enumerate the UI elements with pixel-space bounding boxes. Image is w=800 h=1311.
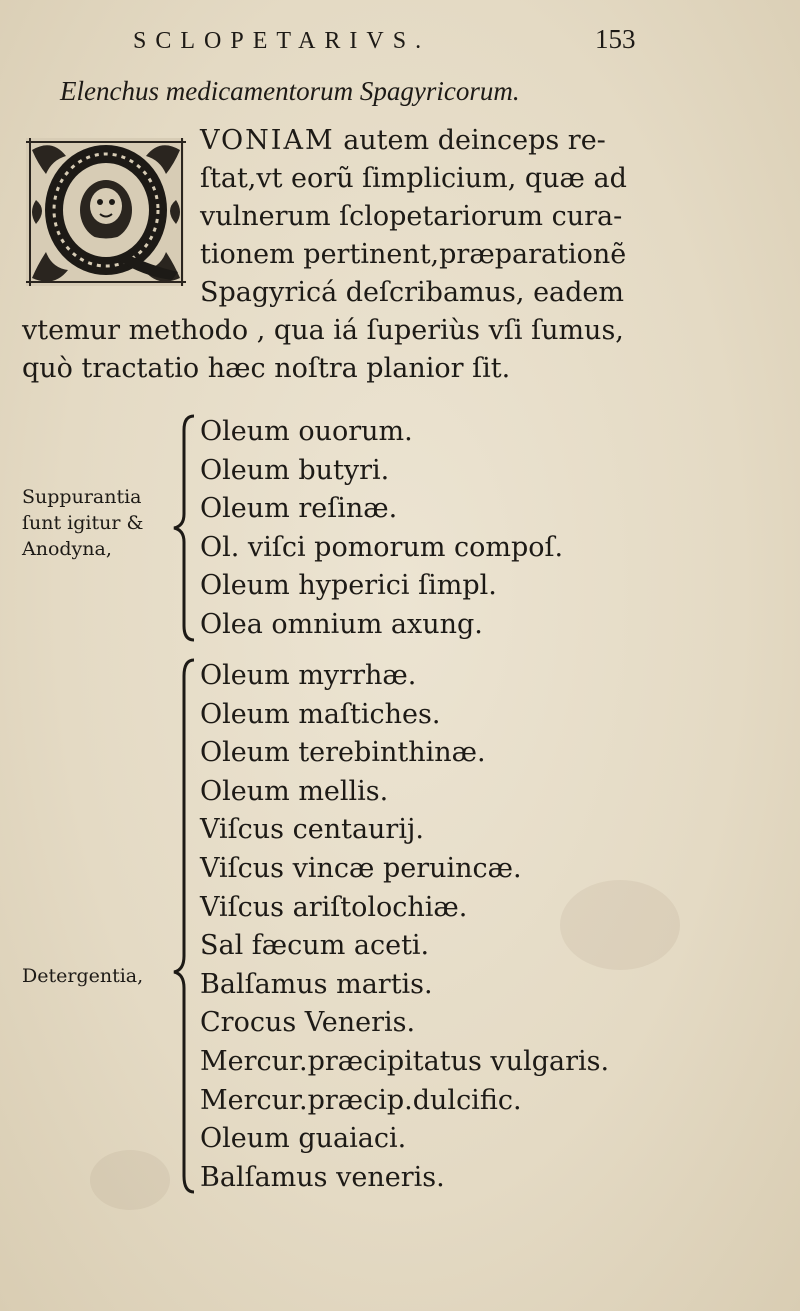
list-item: Oleum maſtiches. bbox=[200, 698, 441, 730]
group-label-line: Detergentia, bbox=[22, 965, 144, 987]
list-item: Balſamus veneris. bbox=[200, 1161, 445, 1193]
list-item: Sal fæcum aceti. bbox=[200, 930, 430, 962]
intro-line bbox=[200, 122, 606, 160]
running-head: SCLOPETARIVS. bbox=[133, 28, 431, 54]
list-item: Oleum ouorum. bbox=[200, 416, 413, 447]
intro-line: vtemur methodo , qua iá ſuperiùs vſi ſumus, bbox=[22, 315, 624, 346]
intro-line: quò tractatio hæc noſtra planior ſit. bbox=[22, 353, 511, 384]
list-item: Ol. viſci pomorum compoſ. bbox=[200, 531, 564, 563]
brace-icon bbox=[170, 656, 198, 1196]
list-item: Olea omnium axung. bbox=[200, 608, 483, 640]
intro-line-text: autem deinceps re- bbox=[334, 125, 606, 156]
list-item: Oleum terebinthinæ. bbox=[200, 737, 486, 769]
list-suppurantia bbox=[200, 413, 563, 645]
list-item: Oleum myrrhæ. bbox=[200, 660, 417, 691]
list-item: Viſcus vincæ peruincæ. bbox=[200, 852, 522, 884]
intro-first-word: VONIAM bbox=[200, 125, 335, 156]
paper-stain bbox=[90, 1150, 170, 1210]
list-item: Oleum guaiaci. bbox=[200, 1123, 407, 1155]
page-number: 153 bbox=[595, 24, 636, 54]
list-item: Balſamus martis. bbox=[200, 968, 433, 1000]
intro-line: ſtat,vt eorũ ſimplicium, quæ ad bbox=[200, 163, 627, 194]
list-item: Viſcus centaurij. bbox=[200, 814, 424, 846]
list-item: Viſcus ariſtolochiæ. bbox=[200, 891, 468, 923]
brace-icon bbox=[170, 412, 198, 644]
intro-line: Spagyricá deſcribamus, eadem bbox=[200, 277, 625, 308]
list-item: Oleum hyperici ſimpl. bbox=[200, 570, 497, 602]
intro-line: vulnerum ſclopetariorum cura- bbox=[200, 201, 623, 232]
group-label-line: Suppurantia bbox=[22, 486, 142, 508]
woodcut-initial-icon bbox=[22, 130, 190, 298]
page-subtitle: Elenchus medicamentorum Spagyricorum. bbox=[60, 76, 520, 106]
list-item: Crocus Veneris. bbox=[200, 1007, 416, 1039]
decorated-initial bbox=[22, 130, 190, 298]
group-label-line: Anodyna, bbox=[22, 538, 112, 560]
group-label-line: ſunt igitur & bbox=[22, 512, 144, 534]
list-detergentia bbox=[200, 657, 609, 1197]
list-item: Mercur.præcip.dulcific. bbox=[200, 1084, 522, 1116]
list-item: Oleum reſinæ. bbox=[200, 493, 398, 525]
list-item: Oleum butyri. bbox=[200, 454, 390, 486]
group-label-detergentia bbox=[22, 963, 143, 989]
list-item: Oleum mellis. bbox=[200, 775, 389, 807]
intro-line: tionem pertinent,præparationẽ bbox=[200, 239, 627, 270]
group-label-suppurantia bbox=[22, 484, 143, 562]
list-item: Mercur.præcipitatus vulgaris. bbox=[200, 1045, 610, 1077]
